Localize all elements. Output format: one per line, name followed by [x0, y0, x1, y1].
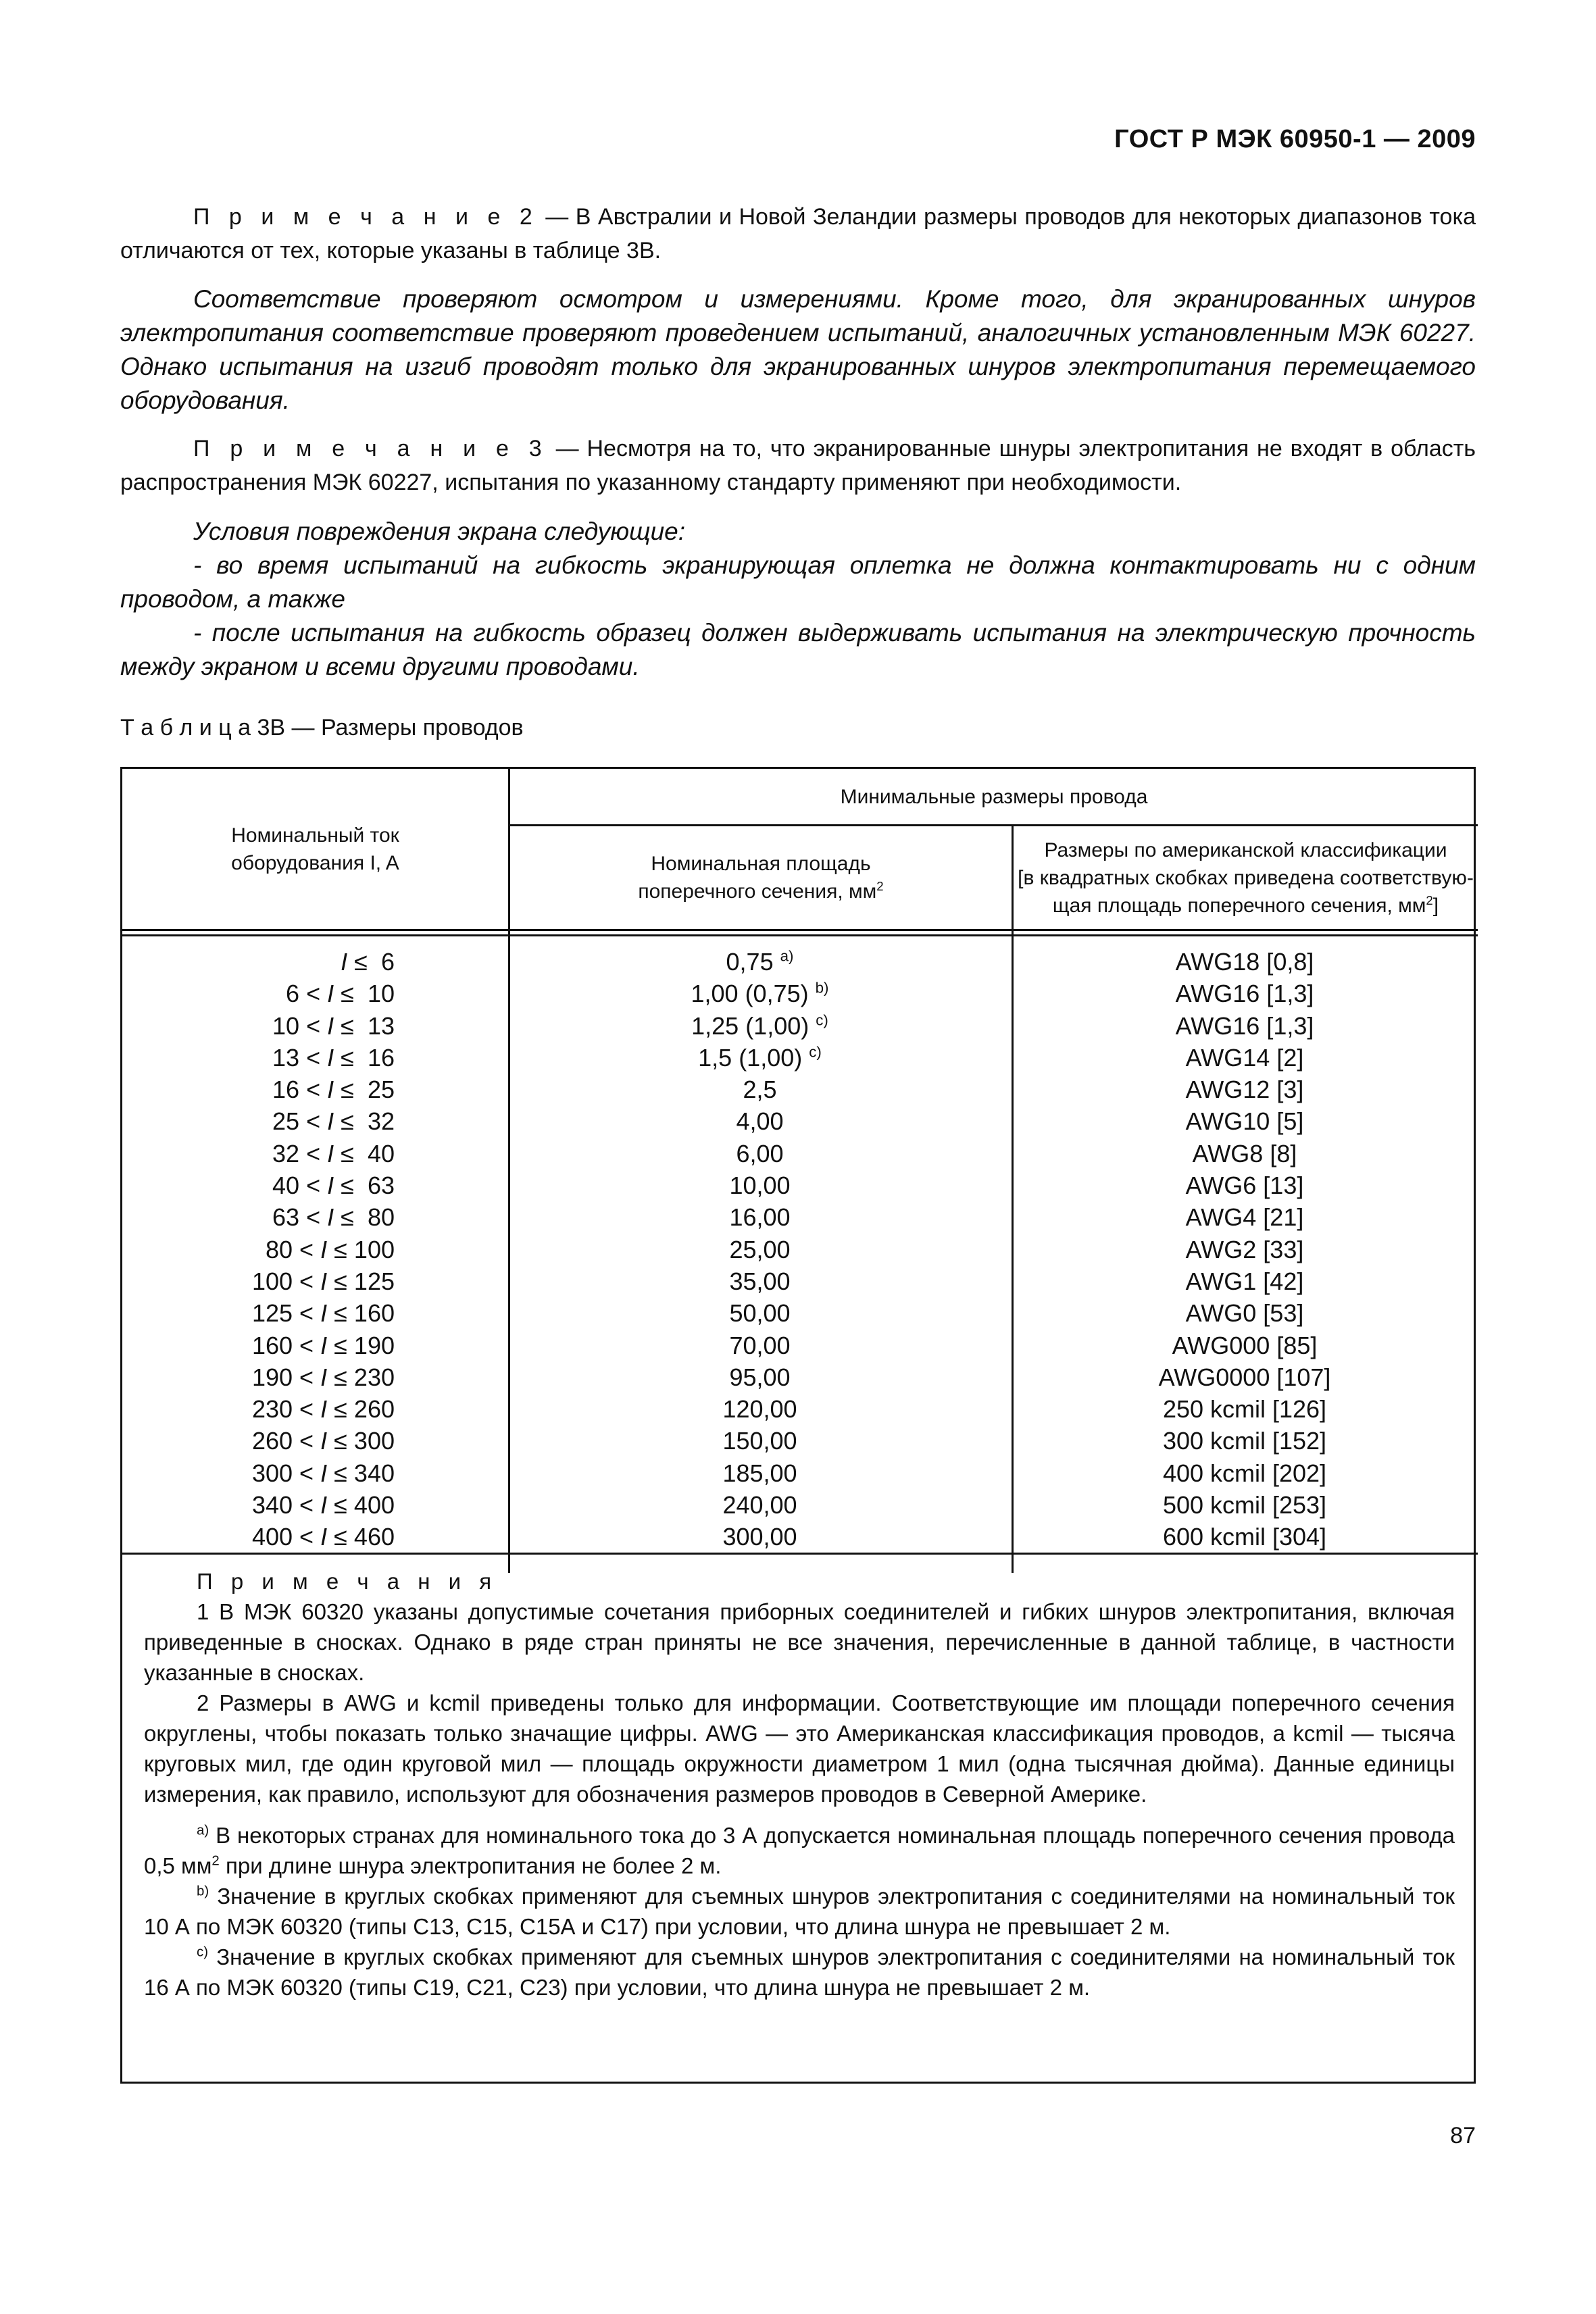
header-area: [510, 826, 1012, 929]
awg-cell: AWG18 [0,8]: [1175, 948, 1314, 976]
awg-cell: AWG8 [8]: [1192, 1139, 1297, 1167]
note-2: 2 Размеры в AWG и kcmil приведены только для информации. Соответствующие им площади поперечного сечения округлены, чтобы показать только значащие цифры. AWG — это Американская классификация проводов, а kcmil — тысяча круговых мил, где один круговой мил — площадь окружности диаметром 1 мил (одна тысячная дюйма). Данные единицы измерения, как правило, используют для обозначения размеров проводов в Северной Америке.: [144, 1690, 1455, 1807]
header-area-unit: поперечного сечения, мм: [638, 880, 877, 903]
table-row: [122, 1330, 395, 1361]
header-awg-line-3-text: щая площадь поперечного сечения, мм: [1052, 894, 1426, 917]
table-row: [122, 978, 395, 1009]
area-value: 10,00: [729, 1172, 791, 1200]
note-3-paragraph: [120, 432, 1476, 499]
document-header: ГОСТ Р МЭК 60950-1 — 2009: [1114, 125, 1476, 153]
current-column: [122, 946, 395, 1553]
shield-conditions-paragraph: [120, 515, 1476, 684]
awg-cell: AWG0 [53]: [1185, 1299, 1304, 1328]
table-row: [122, 1425, 395, 1457]
table-row: [122, 1234, 395, 1265]
current-cell: 40 < I ≤ 63: [272, 1172, 395, 1200]
table-row: [122, 1169, 395, 1201]
area-cell: [508, 1361, 1012, 1393]
area-value: 1,00 (0,75): [691, 980, 809, 1008]
awg-cell: AWG1 [42]: [1185, 1267, 1304, 1295]
note-2-paragraph: [120, 200, 1476, 268]
footnote-b-mark: b): [197, 1883, 209, 1899]
current-cell: 16 < I ≤ 25: [272, 1076, 395, 1104]
current-cell: 32 < I ≤ 40: [272, 1139, 395, 1167]
table-row: [122, 1393, 395, 1425]
header-area-line-2: [638, 878, 883, 905]
note-3-lead: П р и м е ч а н и е 3: [193, 436, 548, 461]
awg-cell: AWG4 [21]: [1185, 1203, 1304, 1232]
footnote-c-mark: c): [197, 1944, 209, 1960]
area-value: 0,75: [726, 948, 774, 976]
area-footnote-mark: a): [780, 947, 794, 965]
area-value: 120,00: [722, 1395, 797, 1424]
area-cell: [508, 1234, 1012, 1265]
current-cell: 300 < I ≤ 340: [251, 1459, 395, 1487]
table-caption: Т а б л и ц а 3В — Размеры проводов: [120, 715, 524, 740]
current-cell: 13 < I ≤ 16: [272, 1043, 395, 1072]
current-cell: 160 < I ≤ 190: [251, 1331, 395, 1359]
table-row: [122, 1265, 395, 1297]
area-column: [508, 946, 1012, 1553]
header-current-label: Номинальный ток оборудования I, A: [231, 824, 399, 874]
awg-column: [1012, 946, 1478, 1553]
area-value: 70,00: [729, 1331, 791, 1359]
current-cell: 190 < I ≤ 230: [251, 1363, 395, 1391]
page-number: 87: [1450, 2123, 1476, 2148]
awg-cell: AWG000 [85]: [1172, 1331, 1318, 1359]
current-cell: 63 < I ≤ 80: [272, 1203, 395, 1232]
table-row: [122, 1361, 395, 1393]
awg-cell: AWG6 [13]: [1185, 1172, 1304, 1200]
table-row: [122, 1489, 395, 1521]
area-value: 185,00: [722, 1459, 797, 1487]
awg-cell: 600 kcmil [304]: [1162, 1523, 1327, 1551]
area-value: 35,00: [729, 1267, 791, 1295]
current-cell: 400 < I ≤ 460: [251, 1523, 395, 1551]
awg-cell: AWG14 [2]: [1185, 1043, 1304, 1072]
area-cell: [508, 1201, 1012, 1233]
area-cell: [508, 1138, 1012, 1169]
footnote-a-sup: 2: [211, 1853, 220, 1869]
area-value: 4,00: [736, 1107, 784, 1136]
table-row: [122, 1138, 395, 1169]
area-value: 1,25 (1,00): [691, 1011, 809, 1040]
compliance-text: Соответствие проверяют осмотром и измерениями. Кроме того, для экранированных шнуров электропитания соответствие проверяют проведением испытаний, аналогичных установленным МЭК 60227. Однако испытания на изгиб проводят только для экранированных шнуров электропитания перемещаемого оборудования.: [120, 285, 1476, 414]
area-value: 300,00: [722, 1523, 797, 1551]
area-cell: [508, 1169, 1012, 1201]
header-awg-line-3: [1053, 892, 1439, 920]
area-cell: [508, 1457, 1012, 1489]
area-cell: [508, 978, 1012, 1009]
footnote-a-mark: a): [197, 1822, 209, 1838]
current-cell: 260 < I ≤ 300: [251, 1427, 395, 1455]
table-row: [122, 1297, 395, 1329]
area-value: 1,5 (1,00): [698, 1043, 803, 1072]
awg-cell: 250 kcmil [126]: [1162, 1395, 1327, 1424]
area-value: 25,00: [729, 1235, 791, 1263]
area-footnote-mark: b): [815, 979, 829, 997]
area-value: 150,00: [722, 1427, 797, 1455]
area-cell: [508, 1074, 1012, 1105]
area-cell: [508, 946, 1012, 978]
area-value: 6,00: [736, 1139, 784, 1167]
current-cell: 25 < I ≤ 32: [272, 1107, 395, 1136]
awg-cell: 300 kcmil [152]: [1162, 1427, 1327, 1455]
area-cell: [508, 1425, 1012, 1457]
note-1: 1 В МЭК 60320 указаны допустимые сочетания приборных соединителей и гибких шнуров электропитания, включая приведенные в сносках. Однако в ряде стран приняты не все значения, перечисленные в данной таблице, в частности указанные в сносках.: [144, 1599, 1455, 1685]
area-cell: [508, 1489, 1012, 1521]
current-cell: 230 < I ≤ 260: [251, 1395, 395, 1424]
area-cell: [508, 1393, 1012, 1425]
area-value: 2,5: [743, 1076, 777, 1104]
note-3-text: — Несмотря на то, что экранированные шнуры электропитания не входят в область распространения МЭК 60227, испытания по указанному стандарту применяют при необходимости.: [120, 436, 1476, 495]
area-cell: [508, 1330, 1012, 1361]
table-row: [122, 1010, 395, 1042]
table-row: [122, 1074, 395, 1105]
awg-cell: AWG16 [1,3]: [1175, 1011, 1314, 1040]
table-notes: [144, 1566, 1455, 2003]
header-current: [122, 769, 508, 929]
footnote-c-text: Значение в круглых скобках применяют для съемных шнуров электропитания с соединителями на номинальный ток 16 А по МЭК 60320 (типы С19, С21, С23) при условии, что длина шнура не превышает 2 м.: [144, 1944, 1455, 2000]
awg-cell: 400 kcmil [202]: [1162, 1459, 1327, 1487]
header-awg-sup: 2: [1426, 892, 1433, 907]
header-min-sizes: Минимальные размеры провода: [840, 785, 1148, 808]
wire-size-table: [120, 767, 1476, 2084]
shield-conditions-line-1: Условия повреждения экрана следующие:: [193, 518, 686, 545]
header-awg-bracket: ]: [1432, 894, 1439, 917]
awg-cell: 500 kcmil [253]: [1162, 1491, 1327, 1519]
note-2-lead: П р и м е ч а н и е 2: [193, 204, 539, 230]
shield-conditions-line-2: - во время испытаний на гибкость экранирующая оплетка не должна контактировать ни с одним проводом, а также: [120, 551, 1476, 613]
area-value: 240,00: [722, 1491, 797, 1519]
header-awg-line-2: [в квадратных скобках приведена соответствую-: [1018, 866, 1474, 889]
footnote-b-text: Значение в круглых скобках применяют для съемных шнуров электропитания с соединителями на номинальный ток 10 А по МЭК 60320 (типы С13, С15, С15А и С17) при условии, что длина шнура не превышает 2 м.: [144, 1884, 1455, 1939]
area-value: 16,00: [729, 1203, 791, 1232]
header-awg: [1014, 826, 1478, 929]
current-cell: 6 < I ≤ 10: [286, 980, 395, 1008]
awg-cell: AWG16 [1,3]: [1175, 980, 1314, 1008]
area-cell: [508, 1042, 1012, 1074]
awg-cell: AWG10 [5]: [1185, 1107, 1304, 1136]
area-value: 50,00: [729, 1299, 791, 1328]
table-row: [122, 1521, 395, 1553]
current-cell: 80 < I ≤ 100: [265, 1235, 395, 1263]
awg-cell: AWG2 [33]: [1185, 1235, 1304, 1263]
area-value: 95,00: [729, 1363, 791, 1391]
header-area-sup: 2: [876, 878, 884, 893]
area-footnote-mark: c): [809, 1043, 822, 1061]
area-cell: [508, 1010, 1012, 1042]
area-cell: [508, 1105, 1012, 1137]
table-row: [122, 1105, 395, 1137]
area-cell: [508, 1521, 1012, 1553]
awg-cell: AWG0000 [107]: [1158, 1363, 1331, 1391]
awg-cell: AWG12 [3]: [1185, 1076, 1304, 1104]
current-cell: 10 < I ≤ 13: [272, 1011, 395, 1040]
area-cell: [508, 1297, 1012, 1329]
current-cell: I ≤ 6: [341, 948, 395, 976]
header-awg-line-1: Размеры по американской классификации: [1044, 838, 1447, 861]
current-cell: 125 < I ≤ 160: [251, 1299, 395, 1328]
area-cell: [508, 1265, 1012, 1297]
current-cell: 340 < I ≤ 400: [251, 1491, 395, 1519]
area-footnote-mark: c): [816, 1011, 828, 1029]
footnote-a-text-2: при длине шнура электропитания не более 2 м.: [219, 1853, 722, 1878]
header-area-line-1: Номинальная площадь: [651, 853, 871, 875]
table-row: [122, 1457, 395, 1489]
footnote-a-text-1: В некоторых странах для номинального тока до 3 А допускается номинальная площадь поперечного сечения провода 0,5 мм: [144, 1823, 1455, 1878]
note-2-text: — В Австралии и Новой Зеландии размеры проводов для некоторых диапазонов тока отличаются от тех, которые указаны в таблице 3В.: [120, 204, 1476, 263]
table-row: [122, 946, 395, 978]
shield-conditions-line-3: - после испытания на гибкость образец должен выдерживать испытания на электрическую прочность между экраном и всеми другими проводами.: [120, 619, 1476, 680]
table-row: [122, 1201, 395, 1233]
compliance-paragraph: [120, 282, 1476, 418]
current-cell: 100 < I ≤ 125: [251, 1267, 395, 1295]
table-row: [122, 1042, 395, 1074]
notes-title: П р и м е ч а н и я: [197, 1569, 498, 1594]
